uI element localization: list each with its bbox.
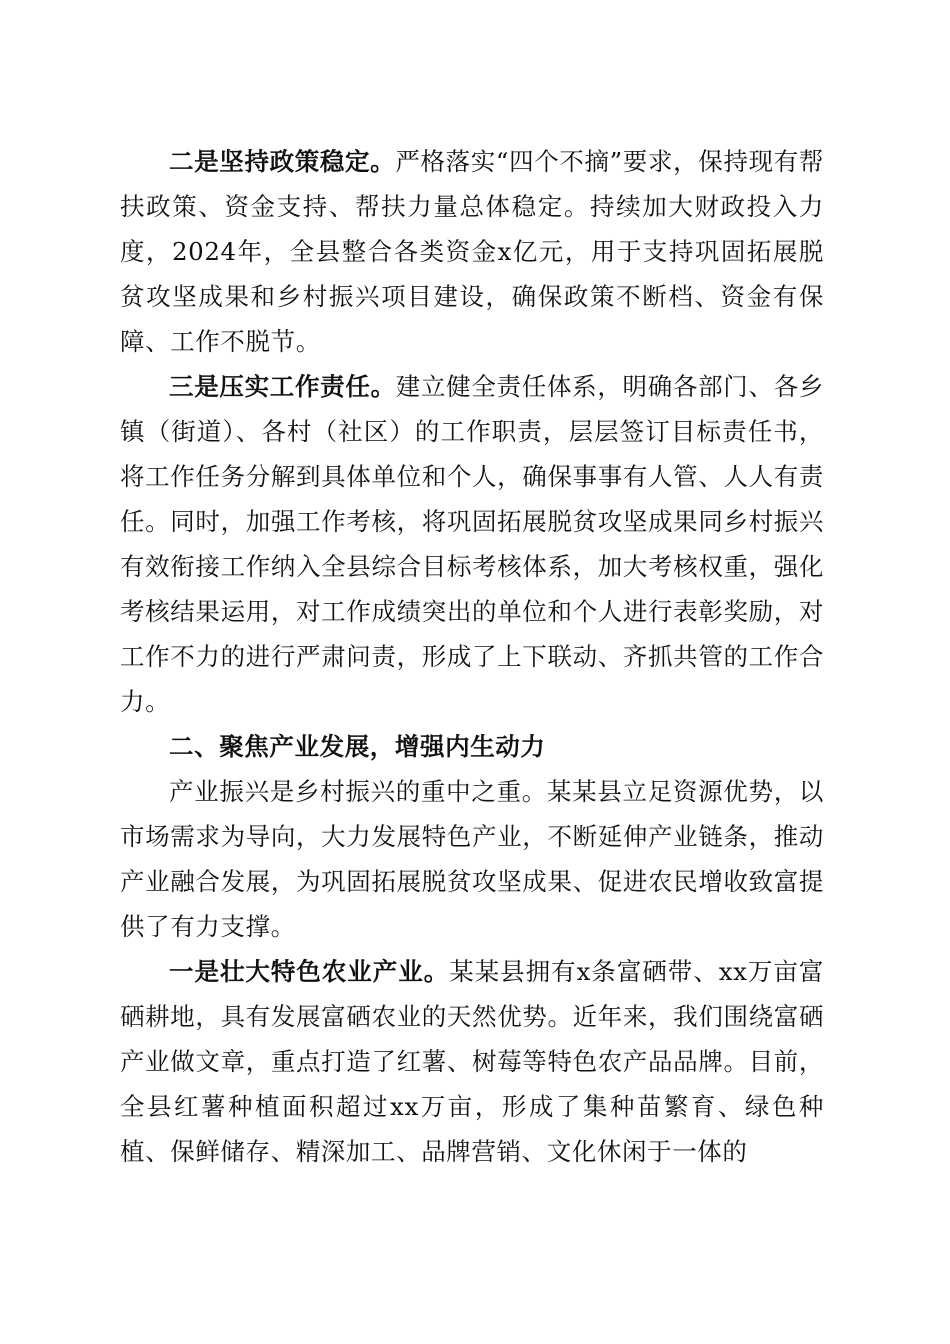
paragraph-policy-stability xyxy=(120,139,824,364)
paragraph-text: 产业振兴是乡村振兴的重中之重。某某县立足资源优势，以市场需求为导向，大力发展特色产业，不断延伸产业链条，推动产业融合发展，为巩固拓展脱贫攻坚成果、促进农民增收致富提供了有力支撑。 xyxy=(120,777,824,941)
paragraph-text: 某某县拥有x条富硒带、xx万亩富硒耕地，具有发展富硒农业的天然优势。近年来，我们围绕富硒产业做文章，重点打造了红薯、树莓等特色农产品品牌。目前，全县红薯种植面积超过xx万亩，形成了集种苗繁育、绿色种植、保鲜储存、精深加工、品牌营销、文化休闲于一体的 xyxy=(120,957,824,1166)
paragraph-industry-intro xyxy=(120,769,824,949)
paragraph-text: 建立健全责任体系，明确各部门、各乡镇（街道）、各村（社区）的工作职责，层层签订目标责任书，将工作任务分解到具体单位和个人，确保事事有人管、人人有责任。同时，加强工作考核，将巩固拓展脱贫攻坚成果同乡村振兴有效衔接工作纳入全县综合目标考核体系，加大考核权重，强化考核结果运用，对工作成绩突出的单位和个人进行表彰奖励，对工作不力的进行严肃问责，形成了上下联动、齐抓共管的工作合力。 xyxy=(120,372,824,716)
paragraph-lead: 三是压实工作责任。 xyxy=(169,372,396,401)
paragraph-lead: 一是壮大特色农业产业。 xyxy=(169,957,450,986)
document-body xyxy=(120,139,824,1174)
paragraph-work-responsibility xyxy=(120,364,824,724)
paragraph-lead: 二是坚持政策稳定。 xyxy=(169,147,396,176)
paragraph-specialty-agriculture xyxy=(120,949,824,1174)
paragraph-text: 严格落实“四个不摘”要求，保持现有帮扶政策、资金支持、帮扶力量总体稳定。持续加大财政投入力度，2024年，全县整合各类资金x亿元，用于支持巩固拓展脱贫攻坚成果和乡村振兴项目建设，确保政策不断档、资金有保障、工作不脱节。 xyxy=(120,147,824,356)
section-heading-industry: 二、聚焦产业发展，增强内生动力 xyxy=(169,732,546,761)
